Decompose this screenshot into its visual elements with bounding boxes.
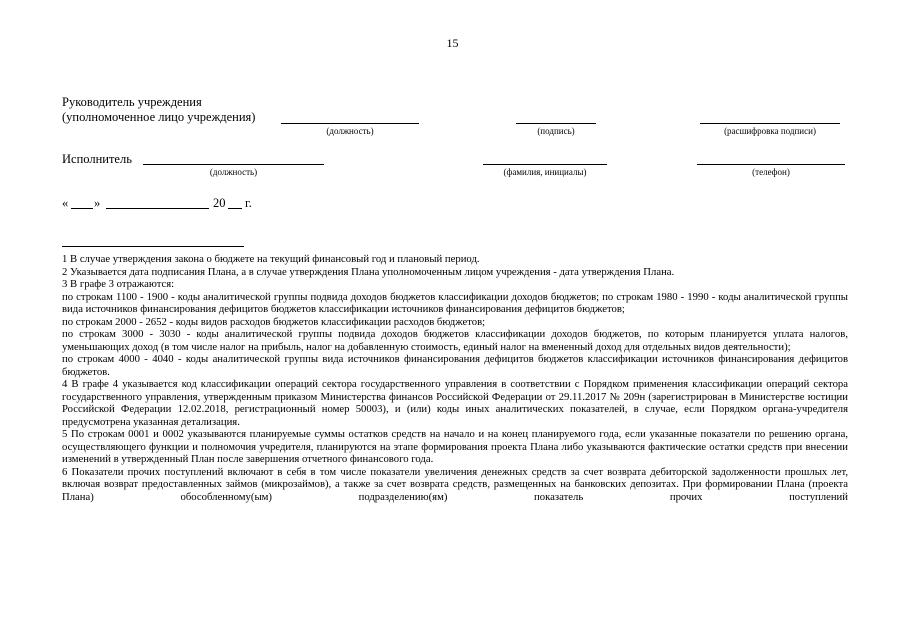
footnote-5: 5 По строкам 0001 и 0002 указываются планируемые суммы остатков средств на начало и на конец планируемого года, если указанные показатели по решению органа, осуществляющего функции и полномочия учредителя, планируются на этапе формирования проекта Плана либо указываются фактические остатки средств при внесении изменений в утвержденный План после завершения отчетного финансового года. (62, 428, 848, 465)
footnote-3-rows-1100: по строкам 1100 - 1900 - коды аналитической группы подвида доходов бюджетов классификации доходов бюджетов; по строкам 1980 - 1990 - коды аналитической группы вида источников финансирования дефицитов бюджетов классификации источников финансирования дефицитов бюджетов; (62, 290, 848, 315)
caption-signature: (подпись) (537, 126, 575, 136)
executor-name-line (483, 164, 607, 165)
footnote-3: 3 В графе 3 отражаются: (62, 278, 175, 290)
caption-executor-position: (должность) (209, 167, 258, 177)
head-signature-line (516, 123, 596, 124)
footnotes (62, 253, 848, 503)
footnote-3-rows-3000: по строкам 3000 - 3030 - коды аналитической группы подвида доходов бюджетов классификации доходов бюджетов, по которым планируется уплата налогов, уменьшающих доход (в том числе налог на прибыль, налог на добавленную стоимость, единый налог на вмененный доход для отдельных видов деятельности); (62, 328, 848, 353)
executor-phone-line (697, 164, 845, 165)
date-open-quote: « (62, 196, 69, 210)
executor-label: Исполнитель (62, 152, 132, 166)
head-label-line2: (уполномоченное лицо учреждения) (62, 110, 256, 124)
date-day-line (71, 208, 93, 209)
footnote-separator (62, 246, 244, 247)
date-year-prefix: 20 (213, 196, 226, 210)
head-position-line (281, 123, 419, 124)
caption-position: (должность) (326, 126, 374, 136)
date-year-suffix: г. (245, 196, 252, 210)
footnote-4: 4 В графе 4 указывается код классификации операций сектора государственного управления в соответствии с Порядком применения классификации операций сектора государственного управления, утвержденным приказом Министерства финансов Российской Федерации от 29.11.2017 № 209н (зарегистрирован в Министерстве юстиции Российской Федерации 12.02.2018, регистрационный номер 50003), и (или) коды иных аналитических показателей, в случае, если Порядком органа-учредителя предусмотрена указанная детализация. (62, 378, 848, 428)
page-number: 15 (446, 36, 459, 50)
footnote-2: 2 Указывается дата подписания Плана, а в случае утверждения Плана уполномоченным лицом учреждения - дата утверждения Плана. (62, 265, 675, 278)
date-close-quote: » (94, 196, 101, 210)
footnote-3-rows-2000: по строкам 2000 - 2652 - коды видов расходов бюджетов классификации расходов бюджетов; (62, 315, 486, 328)
caption-name: (фамилия, инициалы) (503, 167, 587, 177)
footnote-3-rows-4000: по строкам 4000 - 4040 - коды аналитической группы вида источников финансирования дефицитов бюджетов классификации источников финансирования дефицитов бюджетов. (62, 353, 848, 378)
date-year-line (228, 208, 242, 209)
head-decoding-line (700, 123, 840, 124)
footnote-1: 1 В случае утверждения закона о бюджете на текущий финансовый год и плановый период. (62, 253, 480, 265)
executor-position-line (143, 164, 324, 165)
caption-phone: (телефон) (752, 167, 790, 177)
footnote-6: 6 Показатели прочих поступлений включают в себя в том числе показатели увеличения денежных средств за счет возврата дебиторской задолженности прошлых лет, включая возврат предоставленных займов (микрозаймов), а также за счет возврата средств, размещенных на банковских депозитах. При формировании Плана (проекта Плана) обособленному(ым) подразделению(ям) показатель прочих поступлений (62, 465, 848, 503)
head-label-line1: Руководитель учреждения (62, 95, 202, 109)
caption-decoding: (расшифровка подписи) (724, 126, 816, 136)
date-month-line (106, 208, 209, 209)
